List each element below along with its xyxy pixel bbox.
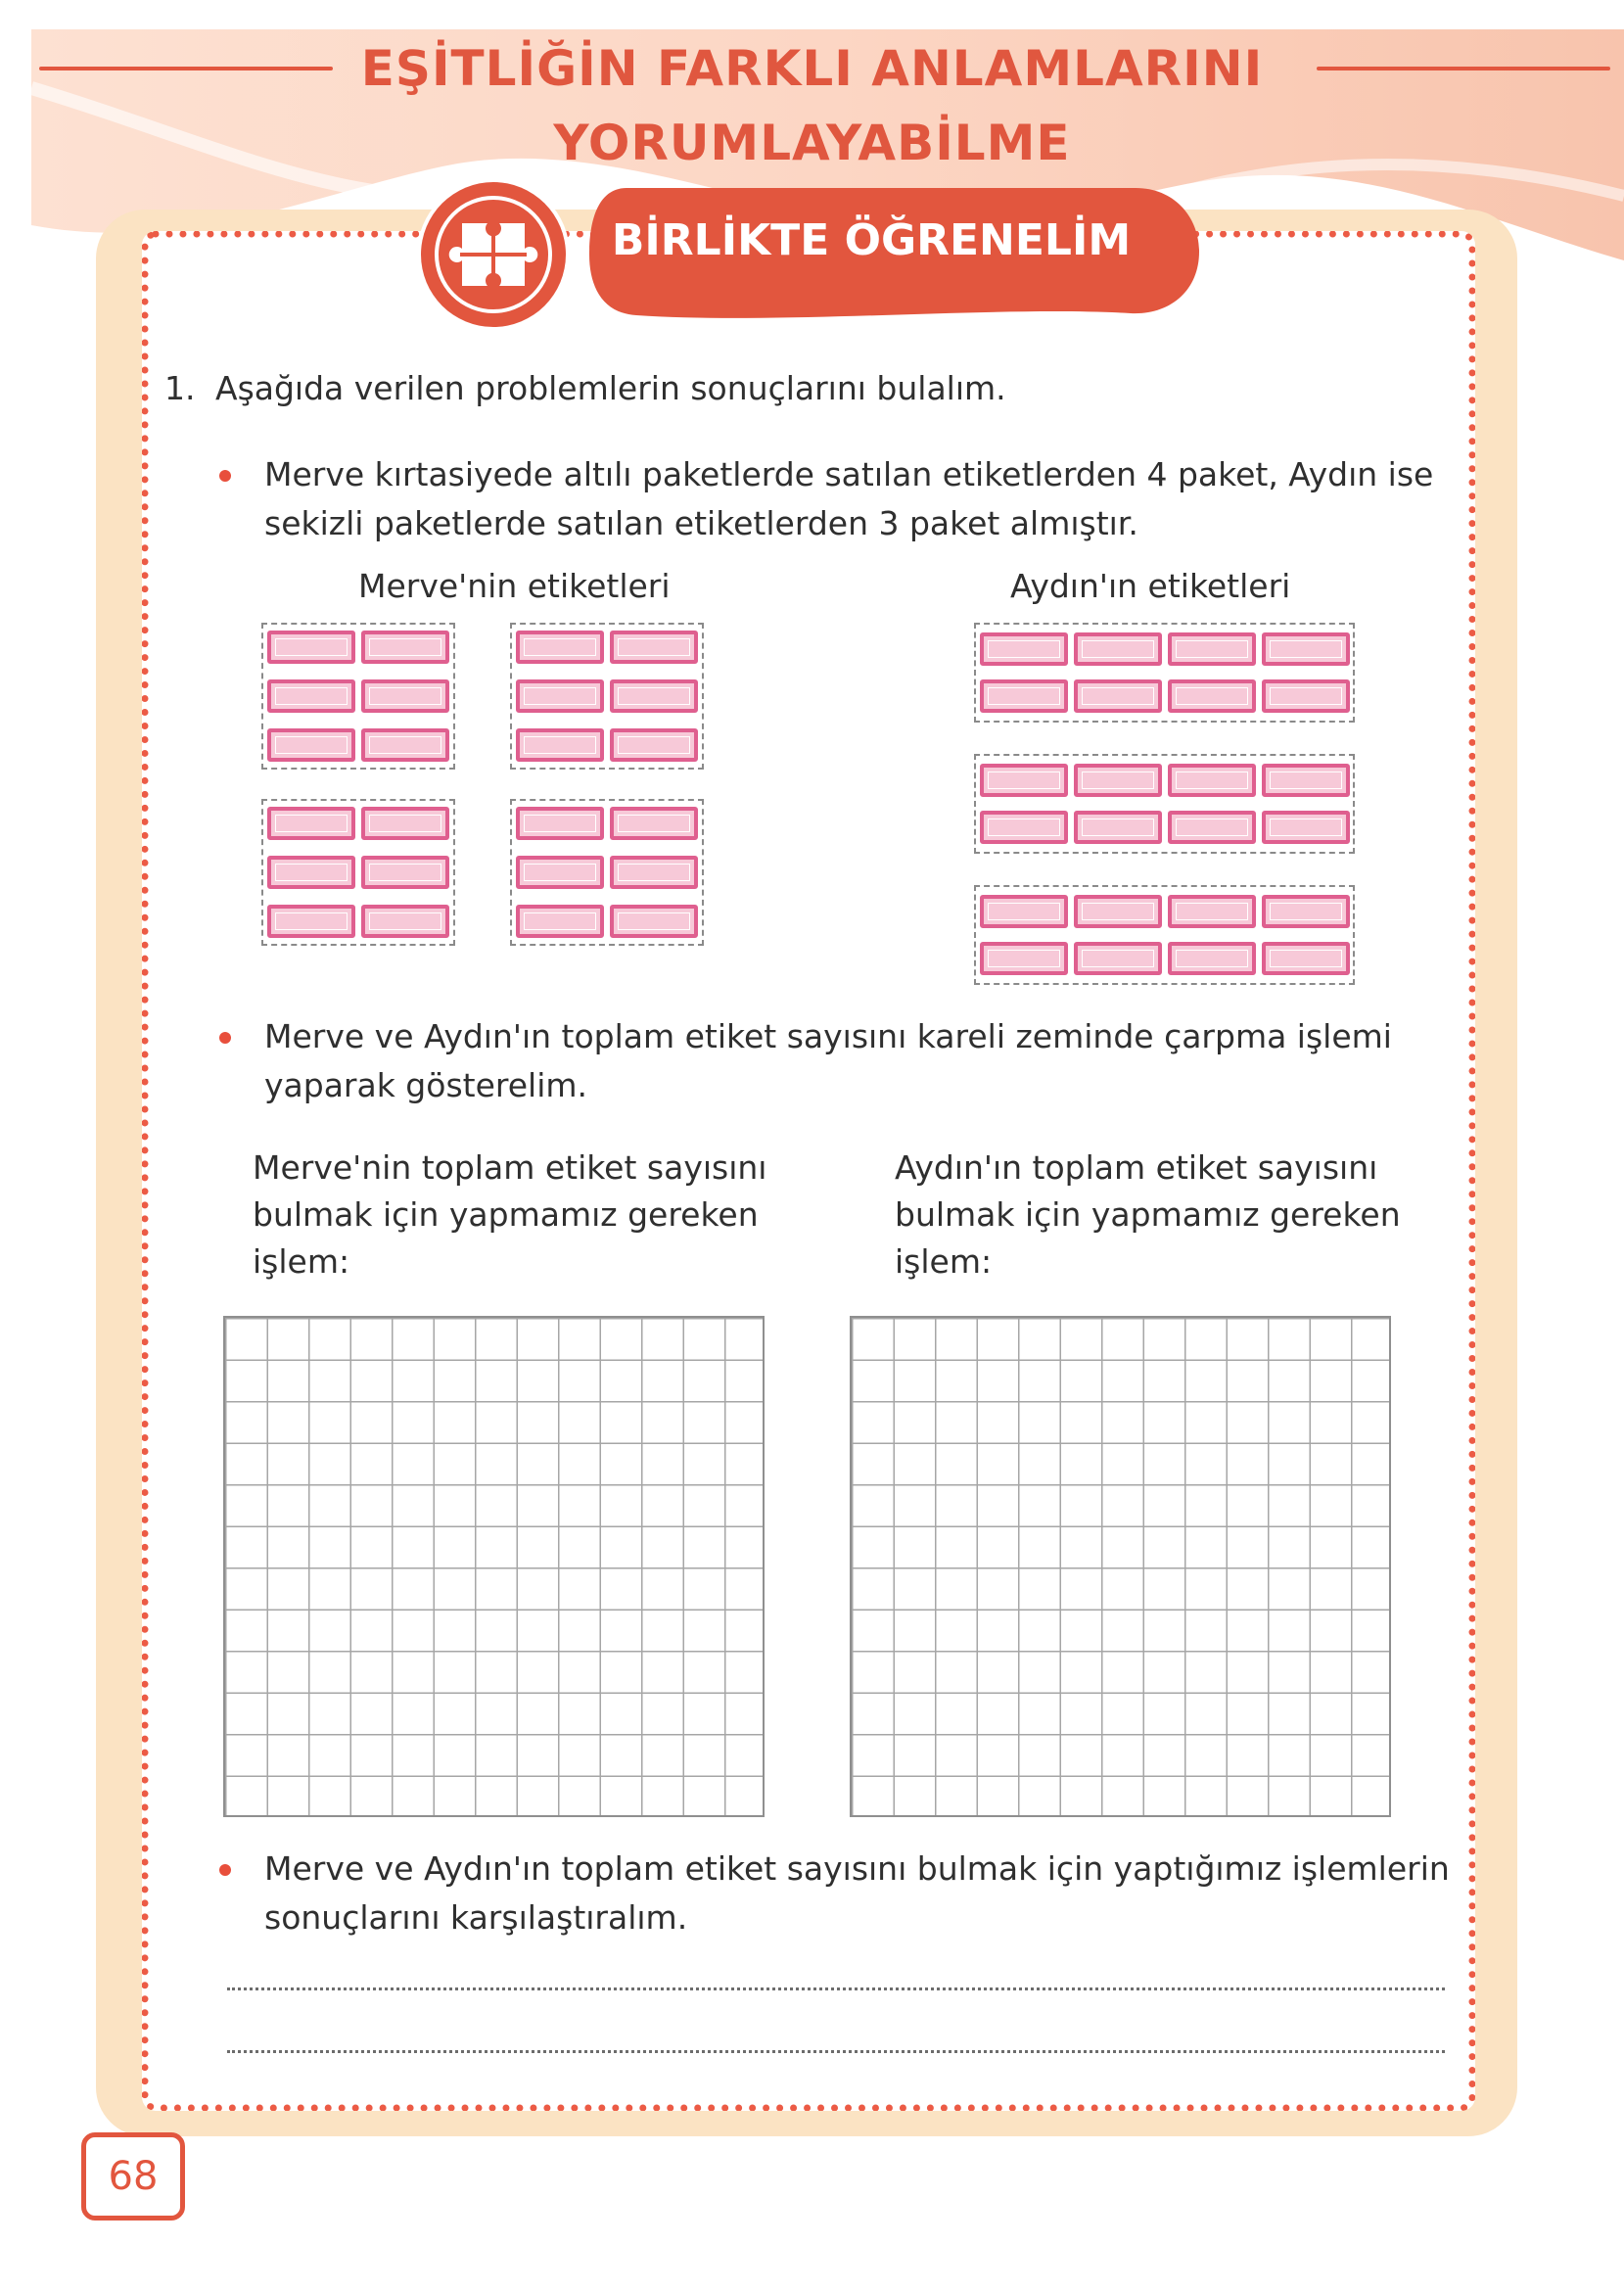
label-tag <box>610 905 698 938</box>
label-tag <box>267 679 355 713</box>
label-tag <box>361 905 449 938</box>
label-tag <box>1262 942 1350 975</box>
answer-line-2[interactable] <box>227 2050 1445 2053</box>
label-tag <box>980 632 1068 666</box>
bullet-1 <box>219 470 231 482</box>
instruction-2-line1: Merve ve Aydın'ın toplam etiket sayısını kareli zeminde çarpma işlemi <box>264 1017 1392 1055</box>
merve-labels-caption: Merve'nin etiketleri <box>358 567 671 605</box>
section-header <box>587 178 1204 325</box>
merve-package-4 <box>510 799 704 946</box>
label-tag <box>516 905 604 938</box>
page-title-line2: YORUMLAYABİLME <box>553 115 1071 171</box>
label-tag <box>980 811 1068 844</box>
label-tag <box>980 942 1068 975</box>
merve-task-line3: işlem: <box>253 1242 350 1281</box>
bullet-3 <box>219 1864 231 1876</box>
label-tag <box>1262 764 1350 797</box>
label-tag <box>267 728 355 762</box>
label-tag <box>1262 679 1350 713</box>
label-tag <box>1074 764 1162 797</box>
label-tag <box>1262 895 1350 928</box>
aydin-task-line2: bulmak için yapmamız gereken <box>895 1195 1401 1234</box>
problem-text-line2: sekizli paketlerde satılan etiketlerden 3 paket almıştır. <box>264 504 1138 542</box>
label-tag <box>516 807 604 840</box>
label-tag <box>1074 679 1162 713</box>
aydin-task-line1: Aydın'ın toplam etiket sayısını <box>895 1148 1378 1187</box>
label-tag <box>361 856 449 889</box>
label-tag <box>516 679 604 713</box>
label-tag <box>610 856 698 889</box>
aydin-package-3 <box>974 885 1355 985</box>
puzzle-icon <box>417 178 570 331</box>
label-tag <box>267 631 355 664</box>
section-label: BİRLİKTE ÖĞRENELİM <box>611 215 1132 265</box>
label-tag <box>361 631 449 664</box>
page-title <box>0 31 1624 180</box>
bullet-2 <box>219 1032 231 1044</box>
label-tag <box>1168 811 1256 844</box>
label-tag <box>1074 632 1162 666</box>
label-tag <box>610 631 698 664</box>
puzzle-badge <box>417 178 570 331</box>
question-instruction: Aşağıda verilen problemlerin sonuçlarını bulalım. <box>215 369 1006 407</box>
label-tag <box>1168 942 1256 975</box>
label-tag <box>980 895 1068 928</box>
label-tag <box>1074 895 1162 928</box>
label-tag <box>1262 632 1350 666</box>
label-tag <box>267 856 355 889</box>
label-tag <box>610 679 698 713</box>
label-tag <box>1262 811 1350 844</box>
merve-package-2 <box>510 623 704 770</box>
problem-text-line1: Merve kırtasiyede altılı paketlerde satılan etiketlerden 4 paket, Aydın ise <box>264 455 1434 493</box>
page-number-text: 68 <box>108 2154 159 2199</box>
label-tag <box>516 856 604 889</box>
aydin-labels-caption: Aydın'ın etiketleri <box>1010 567 1291 605</box>
merve-package-3 <box>261 799 455 946</box>
label-tag <box>980 679 1068 713</box>
page-number <box>81 2132 185 2221</box>
label-tag <box>1074 942 1162 975</box>
instruction-3-line1: Merve ve Aydın'ın toplam etiket sayısını bulmak için yaptığımız işlemlerin <box>264 1849 1450 1888</box>
merve-package-1 <box>261 623 455 770</box>
label-tag <box>1168 679 1256 713</box>
label-tag <box>1168 895 1256 928</box>
merve-task-line1: Merve'nin toplam etiket sayısını <box>253 1148 767 1187</box>
label-tag <box>361 807 449 840</box>
label-tag <box>361 679 449 713</box>
aydin-package-1 <box>974 623 1355 723</box>
merve-answer-grid[interactable] <box>223 1316 765 1817</box>
answer-line-1[interactable] <box>227 1987 1445 1990</box>
instruction-3-line2: sonuçlarını karşılaştıralım. <box>264 1898 688 1937</box>
question-number: 1. <box>164 369 196 407</box>
label-tag <box>610 807 698 840</box>
aydin-answer-grid[interactable] <box>850 1316 1391 1817</box>
label-tag <box>516 631 604 664</box>
label-tag <box>1168 632 1256 666</box>
instruction-2-line2: yaparak gösterelim. <box>264 1066 587 1104</box>
label-tag <box>1074 811 1162 844</box>
label-tag <box>1168 764 1256 797</box>
label-tag <box>267 807 355 840</box>
label-tag <box>267 905 355 938</box>
merve-task-line2: bulmak için yapmamız gereken <box>253 1195 759 1234</box>
page-title-line1: EŞİTLİĞİN FARKLI ANLAMLARINI <box>360 40 1264 97</box>
label-tag <box>361 728 449 762</box>
label-tag <box>610 728 698 762</box>
aydin-package-2 <box>974 754 1355 854</box>
label-tag <box>980 764 1068 797</box>
aydin-task-line3: işlem: <box>895 1242 993 1281</box>
label-tag <box>516 728 604 762</box>
